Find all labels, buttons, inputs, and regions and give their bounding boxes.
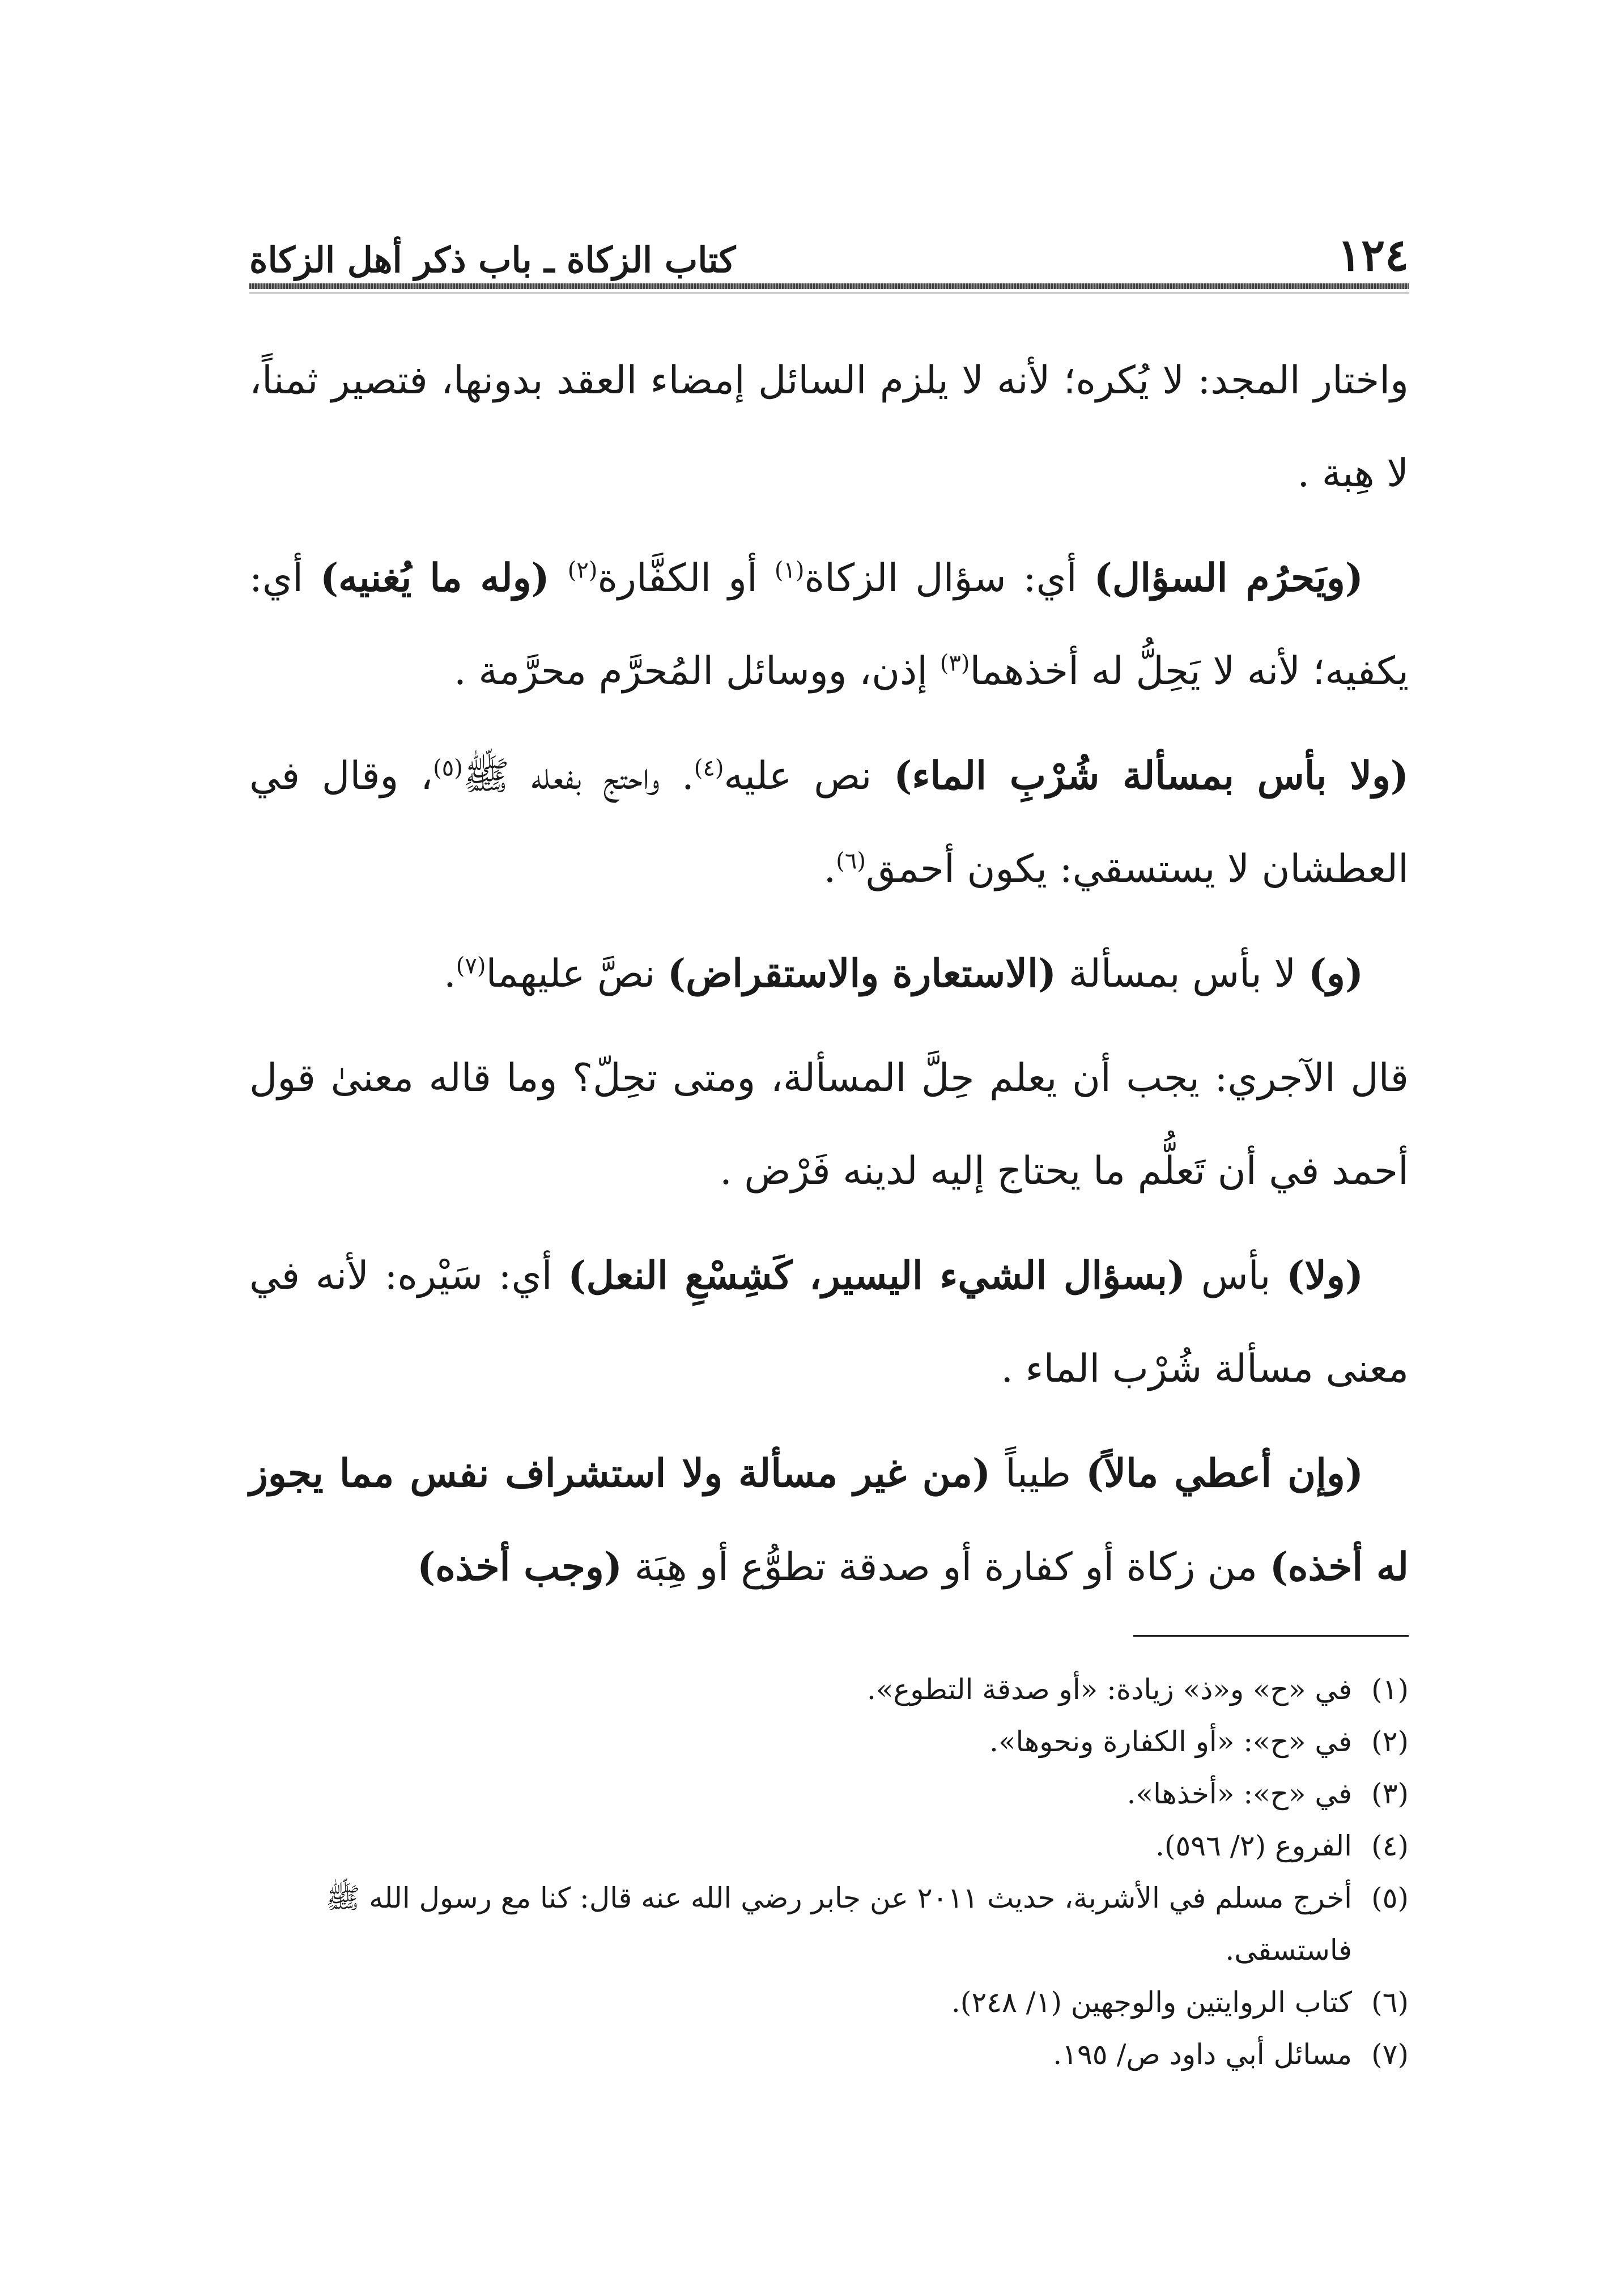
footnote-7 <box>249 2028 1409 2080</box>
running-title: كتاب الزكاة ـ باب ذكر أهل الزكاة <box>249 239 736 281</box>
footnote-number: (٥) <box>1371 1882 1409 1914</box>
main-text <box>249 334 1409 1625</box>
footnote-text: أخرج مسلم في الأشربة، حديث ٢٠١١ عن جابر رضي الله عنه قال: كنا مع رسول الله ﷺ فاستسقى. <box>325 1882 1352 1967</box>
footnote-number: (٦) <box>1371 1986 1409 2019</box>
footnote-5 <box>249 1872 1409 1976</box>
commentary-text: أي: سؤال الزكاة <box>804 556 1094 601</box>
footnotes <box>249 1663 1409 2080</box>
paragraph-2 <box>249 532 1409 718</box>
footnote-text: الفروع (٢/ ٥٩٦). <box>1155 1829 1352 1862</box>
matn-text: (وجب أخذه) <box>417 1544 623 1590</box>
matn-text: (الاستعارة والاستقراض) <box>667 951 1057 996</box>
footnote-text: مسائل أبي داود ص/ ١٩٥. <box>1053 2038 1352 2071</box>
commentary-text: أو الكفَّارة <box>597 556 775 601</box>
footnote-1 <box>249 1663 1409 1715</box>
paragraph-7 <box>249 1427 1409 1614</box>
footnote-3 <box>249 1768 1409 1820</box>
matn-text: (ولا بأس بمسألة شُرْبِ الماء) <box>894 753 1409 799</box>
commentary-text: أي: يكفيه؛ لأنه لا يَحِلُّ له أخذهما <box>249 556 1409 694</box>
footnote-number: (٢) <box>1371 1725 1409 1758</box>
footnote-separator <box>1133 1635 1409 1637</box>
paragraph-6 <box>249 1229 1409 1416</box>
footnote-ref-6[interactable]: (٦) <box>836 848 866 874</box>
matn-text: (ويَحرُم السؤال) <box>1094 555 1363 601</box>
footnote-number: (٣) <box>1371 1777 1409 1810</box>
footnote-ref-5[interactable]: (٥) <box>433 755 463 782</box>
footnote-number: (٧) <box>1371 2038 1409 2071</box>
page-header <box>249 215 1409 281</box>
footnote-ref-2[interactable]: (٢) <box>567 557 598 584</box>
commentary-text: . واحتج بفعله ﷺ <box>462 754 694 799</box>
footnote-2 <box>249 1715 1409 1768</box>
footnote-text: في «ح»: «أخذها». <box>1126 1777 1352 1810</box>
footnote-ref-4[interactable]: (٤) <box>694 755 724 782</box>
paragraph-4 <box>249 927 1409 1021</box>
footnote-text: كتاب الروايتين والوجهين (١/ ٢٤٨). <box>951 1986 1352 2019</box>
header-rule-thin <box>249 292 1409 294</box>
footnote-number: (١) <box>1371 1673 1409 1706</box>
matn-text: (ولا) <box>1286 1253 1364 1298</box>
footnote-text: في «ح» و«ذ» زيادة: «أو صدقة التطوع». <box>866 1673 1352 1706</box>
header-rule <box>249 283 1409 289</box>
footnote-number: (٤) <box>1371 1829 1409 1862</box>
commentary-text: . <box>444 952 456 996</box>
commentary-text: من زكاة أو كفارة أو صدقة تطوُّع أو هِبَة <box>622 1545 1270 1590</box>
matn-text: (بسؤال الشيء اليسير، كَشِسْعِ النعل) <box>568 1253 1186 1298</box>
commentary-text: . <box>823 847 836 891</box>
page-number: ١٢٤ <box>1337 230 1409 281</box>
footnote-4 <box>249 1820 1409 1872</box>
commentary-text: نصَّ عليهما <box>486 952 668 996</box>
footnote-ref-1[interactable]: (١) <box>774 557 805 584</box>
matn-text: (و) <box>1308 951 1363 996</box>
matn-text: (من غير مسألة ولا استشراف نفس مما يجوز له أخذه) <box>249 1451 1409 1590</box>
footnote-6 <box>249 1976 1409 2028</box>
commentary-text: نص عليه <box>724 754 894 799</box>
commentary-text: أي: سَيْره: لأنه في معنى مسألة شُرْب الماء . <box>249 1254 1409 1391</box>
commentary-text: ، وقال في العطشان لا يستسقي: يكون أحمق <box>249 754 1409 891</box>
paragraph-1: واختار المجد: لا يُكره؛ لأنه لا يلزم السائل إمضاء العقد بدونها، فتصير ثمناً، لا هِبة . <box>249 358 1409 496</box>
commentary-text: لا بأس بمسألة <box>1056 952 1308 996</box>
commentary-text: طيباً <box>990 1451 1086 1496</box>
footnote-ref-7[interactable]: (٧) <box>456 953 486 979</box>
matn-text: (وله ما يُغنيه) <box>320 555 568 601</box>
footnote-text: في «ح»: «أو الكفارة ونحوها». <box>989 1725 1352 1758</box>
commentary-text: إذن، ووسائل المُحرَّم محرَّمة . <box>454 649 940 694</box>
paragraph-5: قال الآجري: يجب أن يعلم حِلَّ المسألة، ومتى تحِلّ؟ وما قاله معنىٰ قول أحمد في أن تَعلُّم ما يحتاج إليه لدينه فَرْض . <box>249 1056 1409 1194</box>
paragraph-3 <box>249 729 1409 916</box>
footnote-ref-3[interactable]: (٣) <box>939 650 970 677</box>
commentary-text: بأس <box>1185 1254 1287 1298</box>
matn-text: (وإن أعطي مالاً) <box>1086 1451 1364 1496</box>
